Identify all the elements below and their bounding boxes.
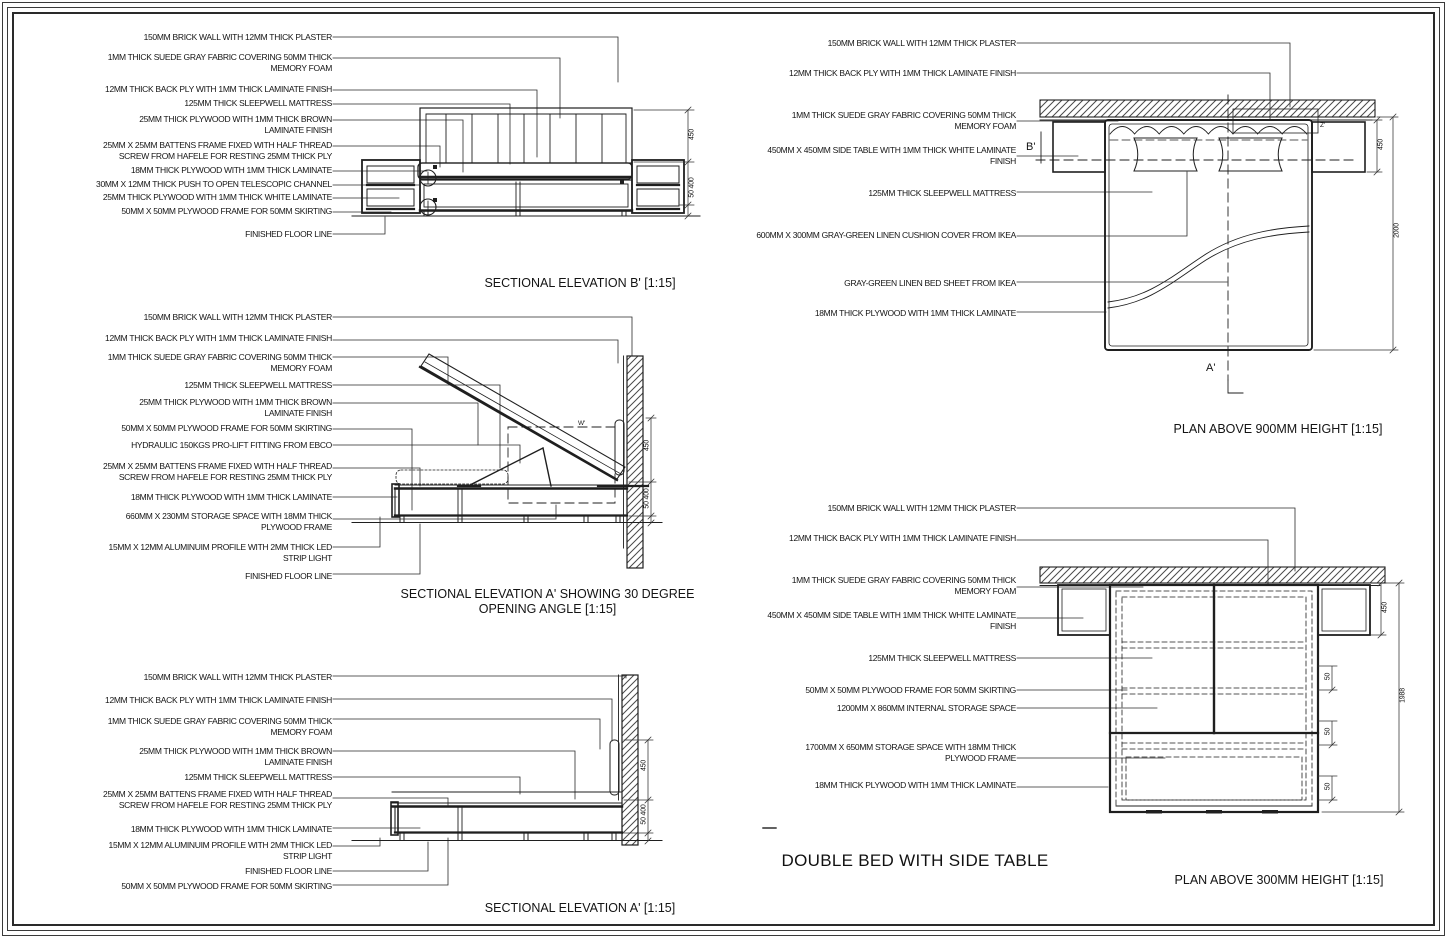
view-title-elevation-b: SECTIONAL ELEVATION B' [1:15] xyxy=(484,276,676,290)
annotation-label: 150MM BRICK WALL WITH 12MM THICK PLASTER xyxy=(827,503,1016,513)
annotation-label: 30MM X 12MM THICK PUSH TO OPEN TELESCOPIC CHANNEL xyxy=(96,179,332,189)
annotation-label: 125MM THICK SLEEPWELL MATTRESS xyxy=(184,380,332,390)
annotation-label: 50MM X 50MM PLYWOOD FRAME FOR 50MM SKIRTING xyxy=(121,206,332,216)
annotation-label: 25MM X 25MM BATTENS FRAME FIXED WITH HALF THREAD SCREW FROM HAFELE FOR RESTING 25MM THICK PLY xyxy=(103,789,332,810)
annotation-label: 12MM THICK BACK PLY WITH 1MM THICK LAMINATE FINISH xyxy=(789,533,1016,543)
annotation-label: 18MM THICK PLYWOOD WITH 1MM THICK LAMINATE xyxy=(130,165,332,175)
dimension-450: 450 xyxy=(640,759,648,772)
annotation-label: 125MM THICK SLEEPWELL MATTRESS xyxy=(184,772,332,782)
annotation-label: GRAY-GREEN LINEN BED SHEET FROM IKEA xyxy=(844,278,1016,288)
dimension-50-400: 50 400 xyxy=(688,177,696,198)
annotation-label: 12MM THICK BACK PLY WITH 1MM THICK LAMINATE FINISH xyxy=(105,695,332,705)
annotation-label: 450MM X 450MM SIDE TABLE WITH 1MM THICK WHITE LAMINATE FINISH xyxy=(767,145,1016,166)
annotation-label: 50MM X 50MM PLYWOOD FRAME FOR 50MM SKIRTING xyxy=(805,685,1016,695)
annotation-label: 18MM THICK PLYWOOD WITH 1MM THICK LAMINATE xyxy=(130,824,332,834)
annotation-label: 125MM THICK SLEEPWELL MATTRESS xyxy=(184,98,332,108)
dimension-50: 50 xyxy=(1324,782,1332,791)
annotation-label: 15MM X 12MM ALUMINUIM PROFILE WITH 2MM THICK LED STRIP LIGHT xyxy=(108,542,332,563)
annotation-label: 450MM X 450MM SIDE TABLE WITH 1MM THICK WHITE LAMINATE FINISH xyxy=(767,610,1016,631)
annotation-label: 1MM THICK SUEDE GRAY FABRIC COVERING 50MM THICK MEMORY FOAM xyxy=(107,716,332,737)
dimension-450: 450 xyxy=(1381,601,1389,614)
annotation-label: HYDRAULIC 150KGS PRO-LIFT FITTING FROM EBCO xyxy=(131,440,332,450)
annotation-label: 18MM THICK PLYWOOD WITH 1MM THICK LAMINATE xyxy=(130,492,332,502)
annotation-label: 12MM THICK BACK PLY WITH 1MM THICK LAMINATE FINISH xyxy=(105,333,332,343)
annotation-label: 50MM X 50MM PLYWOOD FRAME FOR 50MM SKIRTING xyxy=(121,881,332,891)
annotation-label: 18MM THICK PLYWOOD WITH 1MM THICK LAMINATE xyxy=(814,780,1016,790)
annotation-label: 1MM THICK SUEDE GRAY FABRIC COVERING 50MM THICK MEMORY FOAM xyxy=(107,52,332,73)
annotation-label: FINISHED FLOOR LINE xyxy=(245,571,332,581)
sheet-title: DOUBLE BED WITH SIDE TABLE xyxy=(781,851,1049,870)
annotation-label: 150MM BRICK WALL WITH 12MM THICK PLASTER xyxy=(143,672,332,682)
dimension-50: 50 xyxy=(1324,727,1332,736)
annotation-label: 125MM THICK SLEEPWELL MATTRESS xyxy=(868,188,1016,198)
section-marker-b: B' xyxy=(1026,141,1036,153)
annotation-label: 1MM THICK SUEDE GRAY FABRIC COVERING 50MM THICK MEMORY FOAM xyxy=(107,352,332,373)
annotation-label: 18MM THICK PLYWOOD WITH 1MM THICK LAMINATE xyxy=(814,308,1016,318)
plan-900-drawing xyxy=(1017,43,1398,393)
dimension-450: 450 xyxy=(688,128,696,141)
dimension-2000: 2000 xyxy=(1393,223,1401,238)
dimension-50: 50 xyxy=(1324,672,1332,681)
view-title-elevation-a: SECTIONAL ELEVATION A' [1:15] xyxy=(484,901,676,915)
elevation-a-drawing xyxy=(333,675,662,885)
view-title-plan-900: PLAN ABOVE 900MM HEIGHT [1:15] xyxy=(1173,422,1383,436)
dimension-50-400: 50 400 xyxy=(643,488,651,509)
elevation-b-drawing xyxy=(333,37,700,234)
dimension-450: 450 xyxy=(1377,138,1385,151)
annotation-label: 1MM THICK SUEDE GRAY FABRIC COVERING 50MM THICK MEMORY FOAM xyxy=(791,575,1016,596)
annotation-label: 25MM THICK PLYWOOD WITH 1MM THICK BROWN LAMINATE FINISH xyxy=(139,114,332,135)
annotation-label: FINISHED FLOOR LINE xyxy=(245,866,332,876)
annotation-label: 50MM X 50MM PLYWOOD FRAME FOR 50MM SKIRTING xyxy=(121,423,332,433)
plan-300-drawing xyxy=(1017,508,1404,815)
annotation-label: 12MM THICK BACK PLY WITH 1MM THICK LAMINATE FINISH xyxy=(789,68,1016,78)
dimension-50-400: 50 400 xyxy=(640,804,648,825)
annotation-label: 15MM X 12MM ALUMINUIM PROFILE WITH 2MM THICK LED STRIP LIGHT xyxy=(108,840,332,861)
annotation-label: 660MM X 230MM STORAGE SPACE WITH 18MM THICK PLYWOOD FRAME xyxy=(125,511,332,532)
annotation-label: 1200MM X 860MM INTERNAL STORAGE SPACE xyxy=(836,703,1016,713)
detail-marker-w: W' xyxy=(578,420,586,427)
dimension-450: 450 xyxy=(643,439,651,452)
annotation-label: 600MM X 300MM GRAY-GREEN LINEN CUSHION COVER FROM IKEA xyxy=(756,230,1016,240)
annotation-label: 25MM THICK PLYWOOD WITH 1MM THICK BROWN LAMINATE FINISH xyxy=(139,397,332,418)
annotation-label: 1MM THICK SUEDE GRAY FABRIC COVERING 50MM THICK MEMORY FOAM xyxy=(791,110,1016,131)
annotation-label: FINISHED FLOOR LINE xyxy=(245,229,332,239)
view-title-elevation-a30: SECTIONAL ELEVATION A' SHOWING 30 DEGREE OPENING ANGLE [1:15] xyxy=(400,587,695,616)
annotation-label: 25MM X 25MM BATTENS FRAME FIXED WITH HALF THREAD SCREW FROM HAFELE FOR RESTING 25MM THICK PLY xyxy=(103,461,332,482)
detail-marker-z: Z' xyxy=(1320,122,1326,129)
annotation-label: 150MM BRICK WALL WITH 12MM THICK PLASTER xyxy=(827,38,1016,48)
annotation-label: 25MM THICK PLYWOOD WITH 1MM THICK WHITE LAMINATE xyxy=(102,192,332,202)
dimension-1988: 1988 xyxy=(1399,688,1407,703)
annotation-label: 1700MM X 650MM STORAGE SPACE WITH 18MM THICK PLYWOOD FRAME xyxy=(805,742,1016,763)
view-title-plan-300: PLAN ABOVE 300MM HEIGHT [1:15] xyxy=(1174,873,1384,887)
annotation-label: 150MM BRICK WALL WITH 12MM THICK PLASTER xyxy=(143,32,332,42)
annotation-label: 25MM X 25MM BATTENS FRAME FIXED WITH HALF THREAD SCREW FROM HAFELE FOR RESTING 25MM THICK PLY xyxy=(103,140,332,161)
annotation-label: 150MM BRICK WALL WITH 12MM THICK PLASTER xyxy=(143,312,332,322)
annotation-label: 125MM THICK SLEEPWELL MATTRESS xyxy=(868,653,1016,663)
annotation-label: 12MM THICK BACK PLY WITH 1MM THICK LAMINATE FINISH xyxy=(105,84,332,94)
annotation-label: 25MM THICK PLYWOOD WITH 1MM THICK BROWN LAMINATE FINISH xyxy=(139,746,332,767)
elevation-a30-drawing xyxy=(333,317,662,574)
section-marker-a: A' xyxy=(1206,362,1216,374)
